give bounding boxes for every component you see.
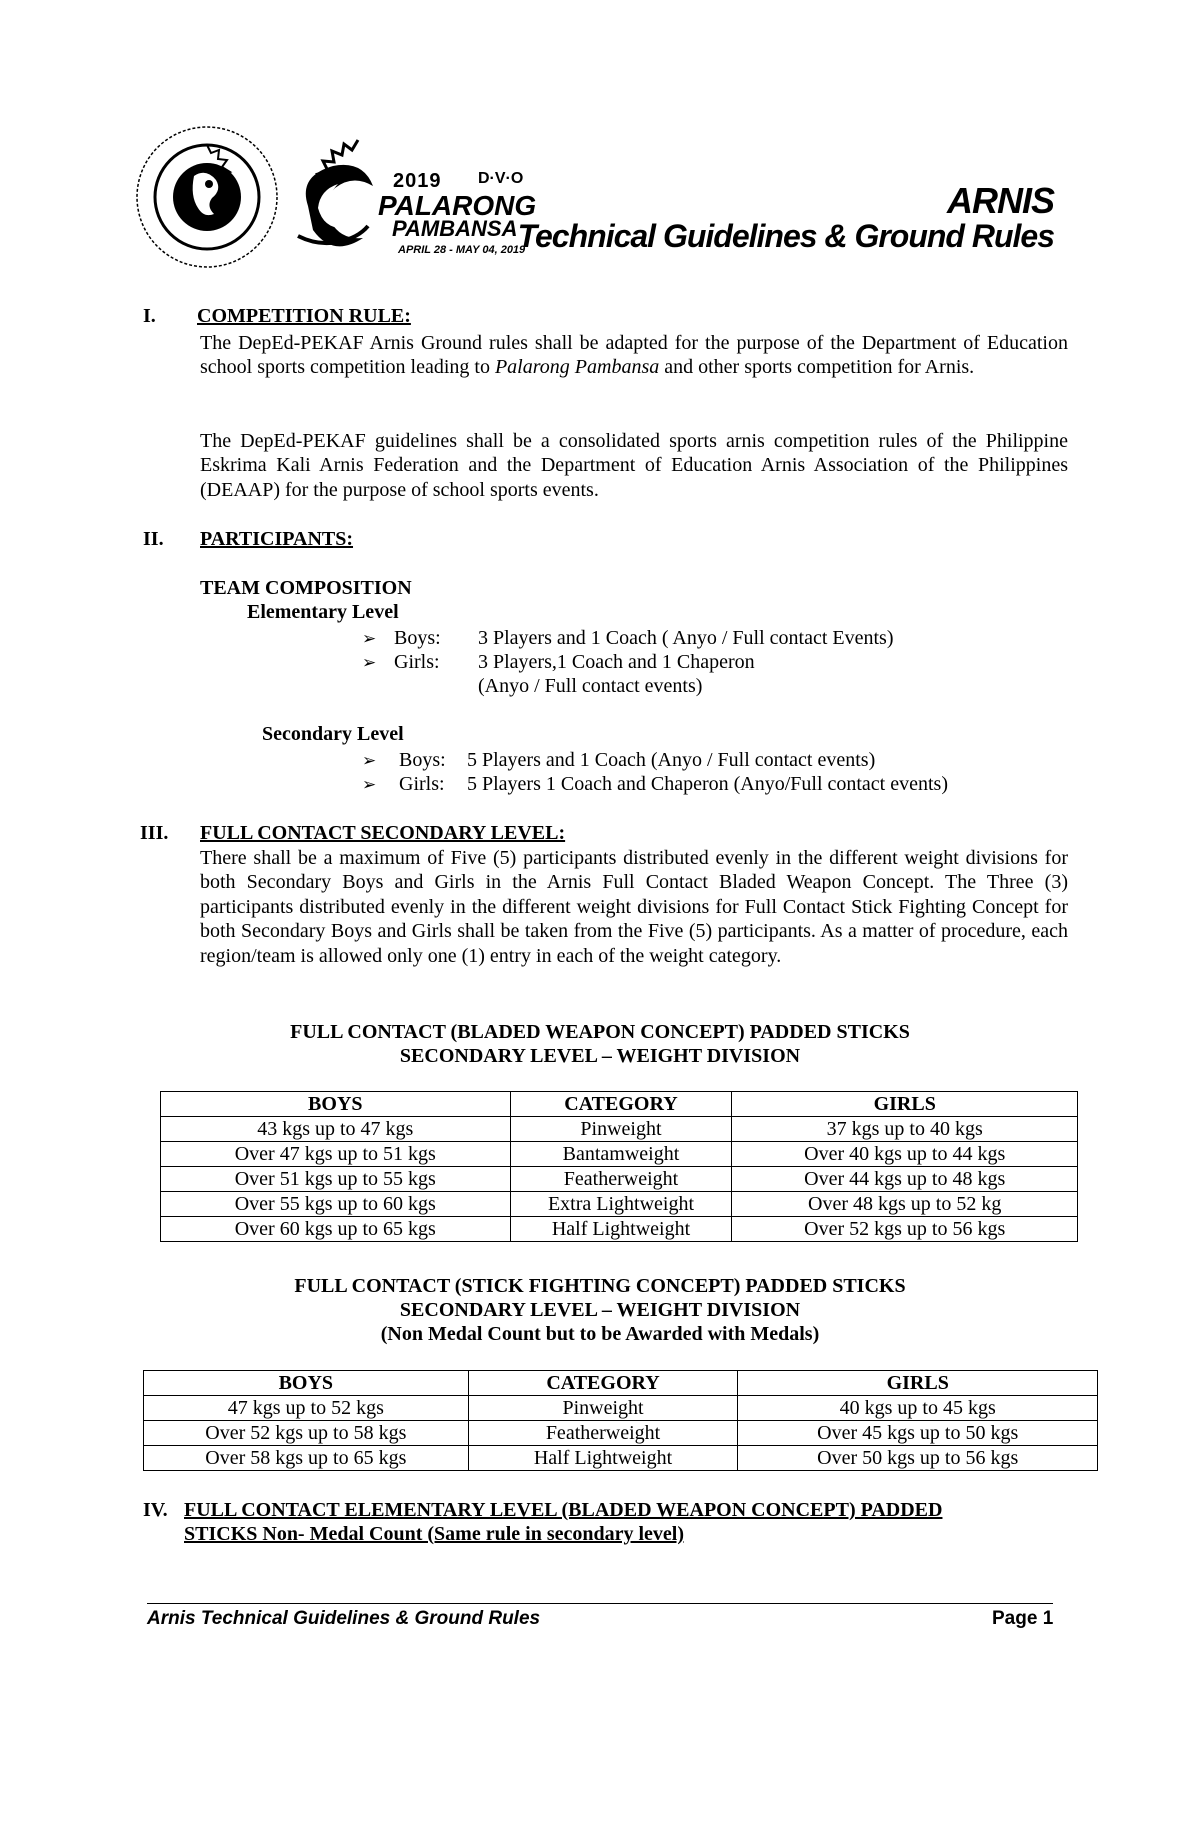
bullet-arrow-icon: ➢: [362, 653, 377, 672]
palarong-dates: APRIL 28 - MAY 04, 2019: [398, 244, 526, 256]
subheading: TEAM COMPOSITION: [200, 577, 412, 599]
table-title: FULL CONTACT (BLADED WEAPON CONCEPT) PADDED STICKS: [290, 1021, 910, 1043]
table-title: FULL CONTACT (STICK FIGHTING CONCEPT) PADDED STICKS: [294, 1275, 906, 1297]
table-cell: Over 52 kgs up to 58 kgs: [144, 1421, 469, 1446]
table-cell: Over 55 kgs up to 60 kgs: [161, 1192, 511, 1217]
page-number: Page 1: [992, 1608, 1054, 1629]
table-cell: Pinweight: [468, 1396, 738, 1421]
table-cell: 40 kgs up to 45 kgs: [738, 1396, 1098, 1421]
table-cell: Over 45 kgs up to 50 kgs: [738, 1421, 1098, 1446]
weight-division-table: [160, 1091, 1078, 1242]
document-subtitle: Technical Guidelines & Ground Rules: [517, 218, 1054, 254]
bullet-arrow-icon: ➢: [362, 751, 377, 770]
section-number: II.: [143, 528, 164, 550]
table-cell: 47 kgs up to 52 kgs: [144, 1396, 469, 1421]
section-number: III.: [140, 822, 169, 844]
paragraph: The DepEd-PEKAF guidelines shall be a consolidated sports arnis competition rules of the Philippine Eskrima Kali Arnis Federation and the Department of Education Arnis Association of the Philippines (DEAAP) for the purpose of school sports events.: [200, 430, 1068, 501]
table-cell: 37 kgs up to 40 kgs: [732, 1117, 1078, 1142]
table-cell: Over 51 kgs up to 55 kgs: [161, 1167, 511, 1192]
table-cell: 43 kgs up to 47 kgs: [161, 1117, 511, 1142]
table-cell: Over 58 kgs up to 65 kgs: [144, 1446, 469, 1471]
column-header: BOYS: [161, 1092, 511, 1117]
table-row: [161, 1117, 1078, 1142]
subheading: Secondary Level: [262, 723, 404, 745]
paragraph: The DepEd-PEKAF Arnis Ground rules shall be adapted for the purpose of the Department of Education school sports competition leading to Palarong Pambansa and other sports competition for Arnis.: [200, 332, 1068, 379]
section-title: COMPETITION RULE:: [197, 305, 411, 327]
deped-seal-logo: [134, 124, 280, 270]
table-cell: Over 47 kgs up to 51 kgs: [161, 1142, 511, 1167]
bullet-arrow-icon: ➢: [362, 629, 377, 648]
table-cell: Featherweight: [468, 1421, 738, 1446]
table-title: SECONDARY LEVEL – WEIGHT DIVISION: [399, 1299, 801, 1321]
section-title: PARTICIPANTS:: [200, 528, 354, 550]
column-header: GIRLS: [738, 1371, 1098, 1396]
table-cell: Over 44 kgs up to 48 kgs: [732, 1167, 1078, 1192]
list-label: Girls:: [399, 773, 445, 795]
palarong-year: 2019: [393, 170, 442, 192]
weight-division-table: [143, 1370, 1098, 1471]
table-cell: Bantamweight: [510, 1142, 732, 1167]
table-row: [161, 1217, 1078, 1242]
palarong-host: D·V·O: [478, 170, 524, 187]
column-header: CATEGORY: [510, 1092, 732, 1117]
table-cell: Featherweight: [510, 1167, 732, 1192]
pambansa-wordmark: PAMBANSA: [392, 216, 518, 241]
list-label: Boys:: [399, 749, 446, 771]
footer-divider: [147, 1603, 1053, 1604]
list-value: 5 Players and 1 Coach (Anyo / Full contact events): [467, 749, 876, 771]
list-label: Boys:: [394, 627, 441, 649]
table-row: [161, 1192, 1078, 1217]
bullet-arrow-icon: ➢: [362, 775, 377, 794]
table-cell: Pinweight: [510, 1117, 732, 1142]
table-row: [144, 1396, 1098, 1421]
section-title: FULL CONTACT ELEMENTARY LEVEL (BLADED WEAPON CONCEPT) PADDED: [184, 1499, 943, 1521]
column-header: CATEGORY: [468, 1371, 738, 1396]
table-cell: Over 52 kgs up to 56 kgs: [732, 1217, 1078, 1242]
section-number: I.: [143, 305, 156, 327]
footer-title: Arnis Technical Guidelines & Ground Rules: [147, 1608, 541, 1629]
list-value: 3 Players,1 Coach and 1 Chaperon: [478, 651, 755, 673]
section-title: STICKS Non- Medal Count (Same rule in secondary level): [184, 1523, 684, 1545]
subheading: Elementary Level: [247, 601, 399, 623]
section-title: FULL CONTACT SECONDARY LEVEL:: [200, 822, 566, 844]
table-cell: Over 40 kgs up to 44 kgs: [732, 1142, 1078, 1167]
table-row: [144, 1446, 1098, 1471]
table-cell: Over 48 kgs up to 52 kg: [732, 1192, 1078, 1217]
paragraph: There shall be a maximum of Five (5) participants distributed evenly in the different weight divisions for both Secondary Boys and Girls in the Arnis Full Contact Bladed Weapon Concept. The Three (3) participants distributed evenly in the different weight divisions for Full Contact Stick Fighting Concept for both Secondary Boys and Girls shall be taken from the Five (5) participants. As a matter of procedure, each region/team is allowed only one (1) entry in each of the weight category.: [200, 847, 1068, 967]
document-title: ARNIS: [946, 180, 1054, 221]
table-header-row: [161, 1092, 1078, 1117]
table-row: [144, 1421, 1098, 1446]
table-cell: Half Lightweight: [510, 1217, 732, 1242]
table-cell: Half Lightweight: [468, 1446, 738, 1471]
palarong-wordmark: PALARONG: [378, 190, 537, 221]
table-cell: Over 50 kgs up to 56 kgs: [738, 1446, 1098, 1471]
list-value: 3 Players and 1 Coach ( Anyo / Full contact Events): [478, 627, 894, 649]
palarong-pambansa-logo-icon: [288, 136, 378, 266]
column-header: GIRLS: [732, 1092, 1078, 1117]
table-title: SECONDARY LEVEL – WEIGHT DIVISION: [399, 1045, 801, 1067]
table-row: [161, 1142, 1078, 1167]
column-header: BOYS: [144, 1371, 469, 1396]
table-cell: Extra Lightweight: [510, 1192, 732, 1217]
table-header-row: [144, 1371, 1098, 1396]
section-number: IV.: [143, 1499, 168, 1521]
table-cell: Over 60 kgs up to 65 kgs: [161, 1217, 511, 1242]
table-title: (Non Medal Count but to be Awarded with Medals): [380, 1323, 820, 1345]
list-value: (Anyo / Full contact events): [478, 675, 703, 697]
list-value: 5 Players 1 Coach and Chaperon (Anyo/Full contact events): [467, 773, 948, 795]
table-row: [161, 1167, 1078, 1192]
list-label: Girls:: [394, 651, 440, 673]
